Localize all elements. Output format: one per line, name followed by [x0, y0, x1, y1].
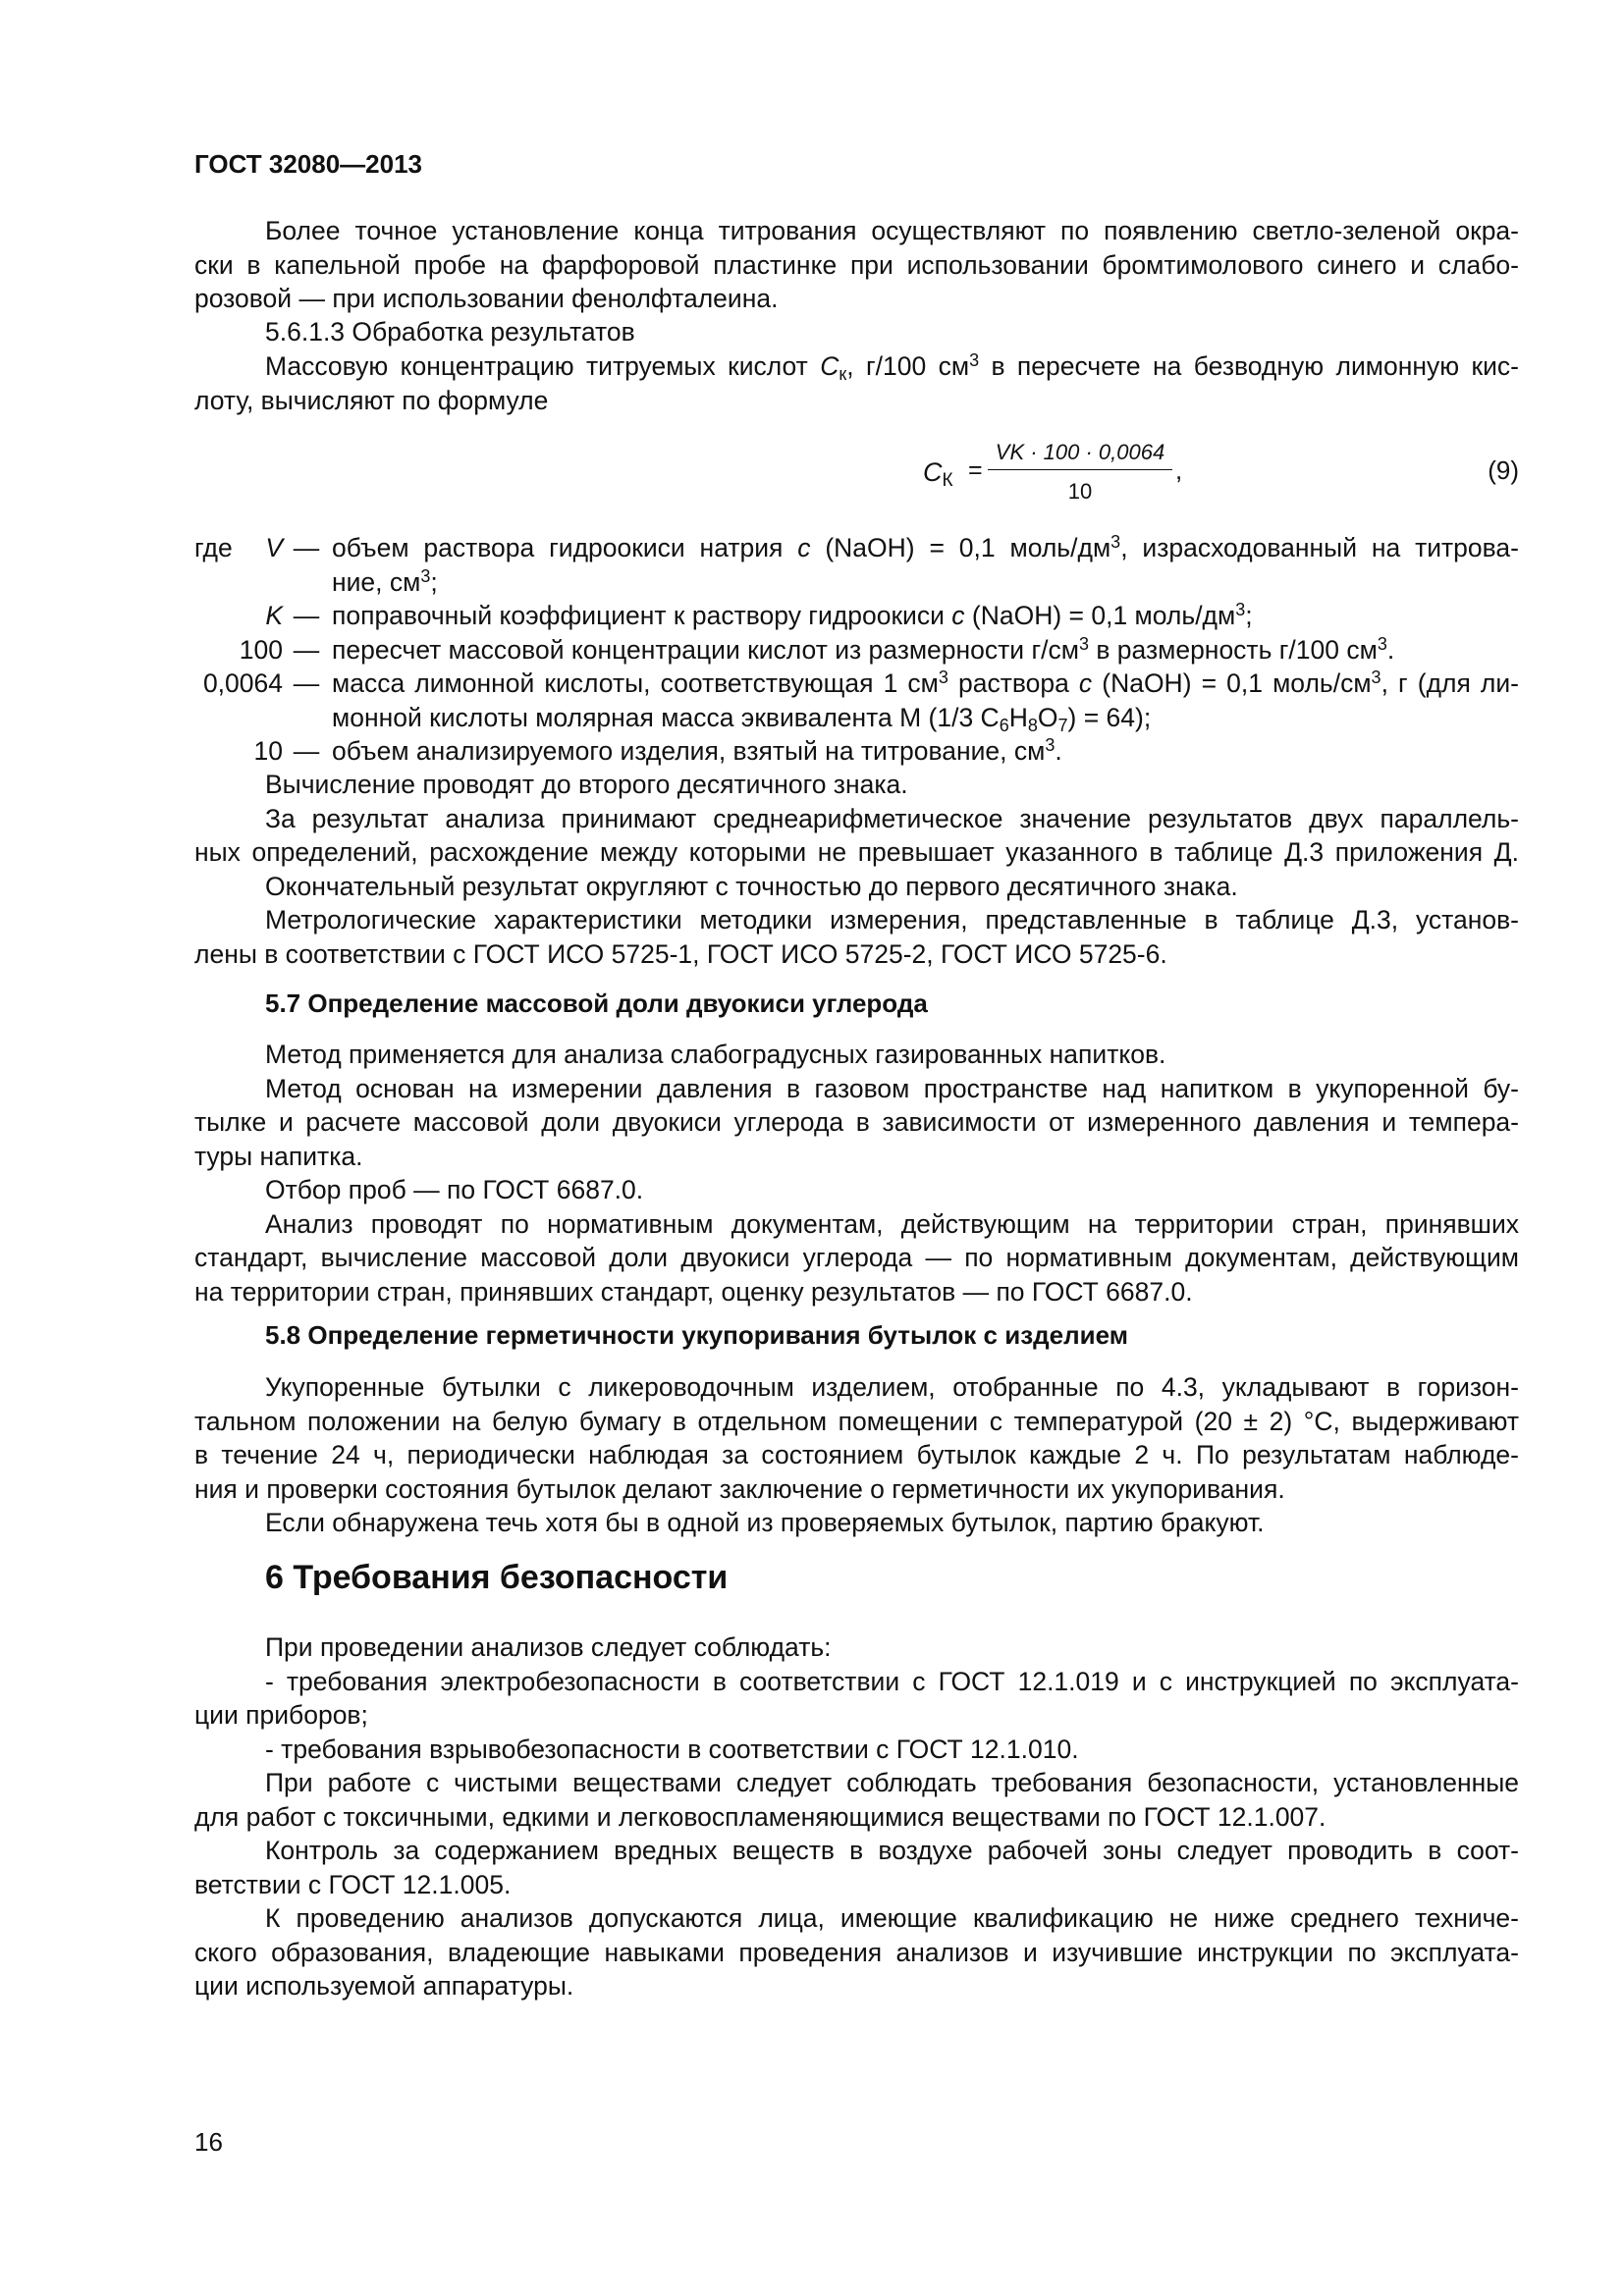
list-item: - требования взрывобезопасности в соответствии с ГОСТ 12.1.010.: [265, 1734, 1079, 1764]
section-title-5-7: 5.7 Определение массовой доли двуокиси углерода: [265, 988, 928, 1018]
text-line: ского образования, владеющие навыками проведения анализов и изучившие инструкции по эксплуата-: [194, 1937, 1519, 1967]
definition-V: [194, 531, 1519, 599]
definition-symbol: V: [265, 533, 283, 562]
paragraph-titration-end: [194, 214, 1519, 316]
definition-symbol: 10: [253, 736, 283, 766]
section-5-8-body: [194, 1370, 1519, 1540]
section-title-5-8: 5.8 Определение герметичности укупоривания бутылок с изделием: [265, 1320, 1128, 1350]
text-line: Метод применяется для анализа слабоградусных газированных напитков.: [265, 1040, 1166, 1069]
formula-denominator: 10: [1067, 479, 1093, 504]
text-line: Окончательный результат округляют с точностью до первого десятичного знака.: [265, 871, 1238, 901]
definition-symbol: 0,0064: [202, 668, 283, 698]
formula-number: (9): [1488, 455, 1519, 485]
definition-0064: [194, 667, 1519, 734]
definition-symbol: K: [265, 601, 283, 630]
definition-dash: —: [293, 533, 320, 562]
text-line: розовой — при использовании фенолфталеина.: [194, 284, 779, 313]
section-title-6: 6 Требования безопасности: [265, 1559, 729, 1596]
definition-dash: —: [293, 634, 320, 665]
formula-comma: ,: [1175, 455, 1183, 485]
text-line: лены в соответствии с ГОСТ ИСО 5725-1, ГОСТ ИСО 5725-2, ГОСТ ИСО 5725-6.: [194, 938, 1167, 969]
list-item: - требования электробезопасности в соответствии с ГОСТ 12.1.019 и с инструкцией по эксплуата-: [265, 1666, 1519, 1696]
text-line: стандарт, вычисление массовой доли двуокиси углерода — по нормативным документам, действующим: [194, 1243, 1519, 1272]
document-page: [194, 0, 1519, 2296]
text-line: Отбор проб — по ГОСТ 6687.0.: [265, 1175, 644, 1204]
definition-symbol: 100: [239, 634, 283, 665]
text-line: Контроль за содержанием вредных веществ в воздухе рабочей зоны следует проводить в соот-: [265, 1836, 1519, 1865]
formula-equals: =: [968, 456, 983, 484]
definition-text: объем анализируемого изделия, взятый на титрование, $см^3$.: [332, 735, 1062, 766]
definition-K: [194, 599, 1519, 633]
section-6-body: [194, 1630, 1519, 2003]
fraction-bar: [988, 469, 1172, 470]
text-line: Массовую концентрацию титруемых кислот $С_к$, г/100 $см^3$ в пересчете на безводную лимонную кис-: [265, 350, 1519, 384]
text-line: Вычисление проводят до второго десятичного знака.: [265, 770, 908, 799]
definition-text: масса лимонной кислоты, соответствующая 1 $см^3$ раствора c (NaOH) = 0,1 моль/$см^3$, г (для ли- монной кислоты молярная масса эквивалента М (1/3 $С_6Н_8О_7) = 64$);: [332, 667, 1520, 735]
where-label: где: [194, 533, 233, 562]
text-line: Метод основан на измерении давления в газовом пространстве над напитком в укупоренной бу-: [265, 1073, 1519, 1103]
section-5-7-body: [194, 1038, 1519, 1308]
text-line: К проведению анализов допускаются лица, имеющие квалификацию не ниже среднего техниче-: [265, 1903, 1519, 1933]
text-line: При работе с чистыми веществами следует соблюдать требования безопасности, установленные: [265, 1768, 1519, 1797]
definition-10: [194, 734, 1519, 769]
text-line: ции используемой аппаратуры.: [194, 1971, 574, 2001]
text-line: Анализ проводят по нормативным документам, действующим на территории стран, принявших: [265, 1208, 1519, 1239]
text-line: ски в капельной пробе на фарфоровой пластинке при использовании бромтимолового синего и слабо-: [194, 249, 1519, 280]
definition-dash: —: [293, 668, 320, 698]
text-line: тальном положении на белую бумагу в отдельном помещении с температурой (20 ± 2) °С, выдерживают: [194, 1406, 1519, 1436]
page-number: 16: [194, 2127, 223, 2157]
definition-text: пересчет массовой концентрации кислот из размерности $г/см^3$ в размерность г/100 $см^3$.: [332, 633, 1395, 665]
paragraph-mass-concentration: [194, 349, 1519, 417]
definition-dash: —: [293, 736, 320, 766]
formula-9: [725, 440, 1519, 518]
text-line: ния и проверки состояния бутылок делают заключение о герметичности их укупоривания.: [194, 1473, 1285, 1504]
definition-100: [194, 633, 1519, 667]
text-line: лоту, вычисляют по формуле: [194, 385, 549, 415]
text-line: в течение 24 ч, периодически наблюдая за состоянием бутылок каждые 2 ч. По результатам наблюде-: [194, 1440, 1519, 1469]
subsection-title-5613: 5.6.1.3 Обработка результатов: [265, 317, 635, 347]
text-line: Метрологические характеристики методики измерения, представленные в таблице Д.3, установ-: [265, 905, 1519, 934]
definition-text: объем раствора гидроокиси натрия c (NaOH) = 0,1 моль/$дм^3$, израсходованный на титрова- ние, $см^3$;: [332, 532, 1519, 597]
text-line: Более точное установление конца титрования осуществляют по появлению светло-зеленой окра-: [265, 216, 1519, 245]
text-line: на территории стран, принявших стандарт, оценку результатов — по ГОСТ 6687.0.: [194, 1276, 1193, 1307]
running-header: ГОСТ 32080—2013: [194, 149, 422, 179]
formula-lhs: $С_К$: [923, 457, 953, 491]
definition-dash: —: [293, 601, 320, 630]
formula-numerator: VK · 100 · 0,0064: [995, 440, 1165, 464]
definition-text: поправочный коэффициент к раствору гидроокиси c (NaOH) = 0,1 моль/$дм^3$;: [332, 600, 1253, 630]
text-line: За результат анализа принимают среднеарифметическое значение результатов двух параллель-: [265, 803, 1519, 833]
text-line: При проведении анализов следует соблюдать:: [265, 1632, 832, 1662]
variable-definitions: [194, 531, 1519, 769]
text-line: Укупоренные бутылки с ликероводочным изделием, отобранные по 4.3, укладывают в горизон-: [265, 1372, 1519, 1402]
text-line: туры напитка.: [194, 1141, 363, 1171]
calculation-paragraphs: [194, 768, 1519, 971]
text-line: ветствии с ГОСТ 12.1.005.: [194, 1869, 512, 1899]
text-line: для работ с токсичными, едкими и легковоспламеняющимися веществами по ГОСТ 12.1.007.: [194, 1801, 1326, 1832]
text-line: ных определений, расхождение между которыми не превышает указанного в таблице Д.3 приложения Д.: [194, 837, 1519, 867]
text-line: тылке и расчете массовой доли двуокиси углерода в зависимости от измеренного давления и темпера-: [194, 1107, 1519, 1137]
text-line: ции приборов;: [194, 1700, 368, 1730]
text-line: Если обнаружена течь хотя бы в одной из проверяемых бутылок, партию бракуют.: [265, 1508, 1265, 1537]
